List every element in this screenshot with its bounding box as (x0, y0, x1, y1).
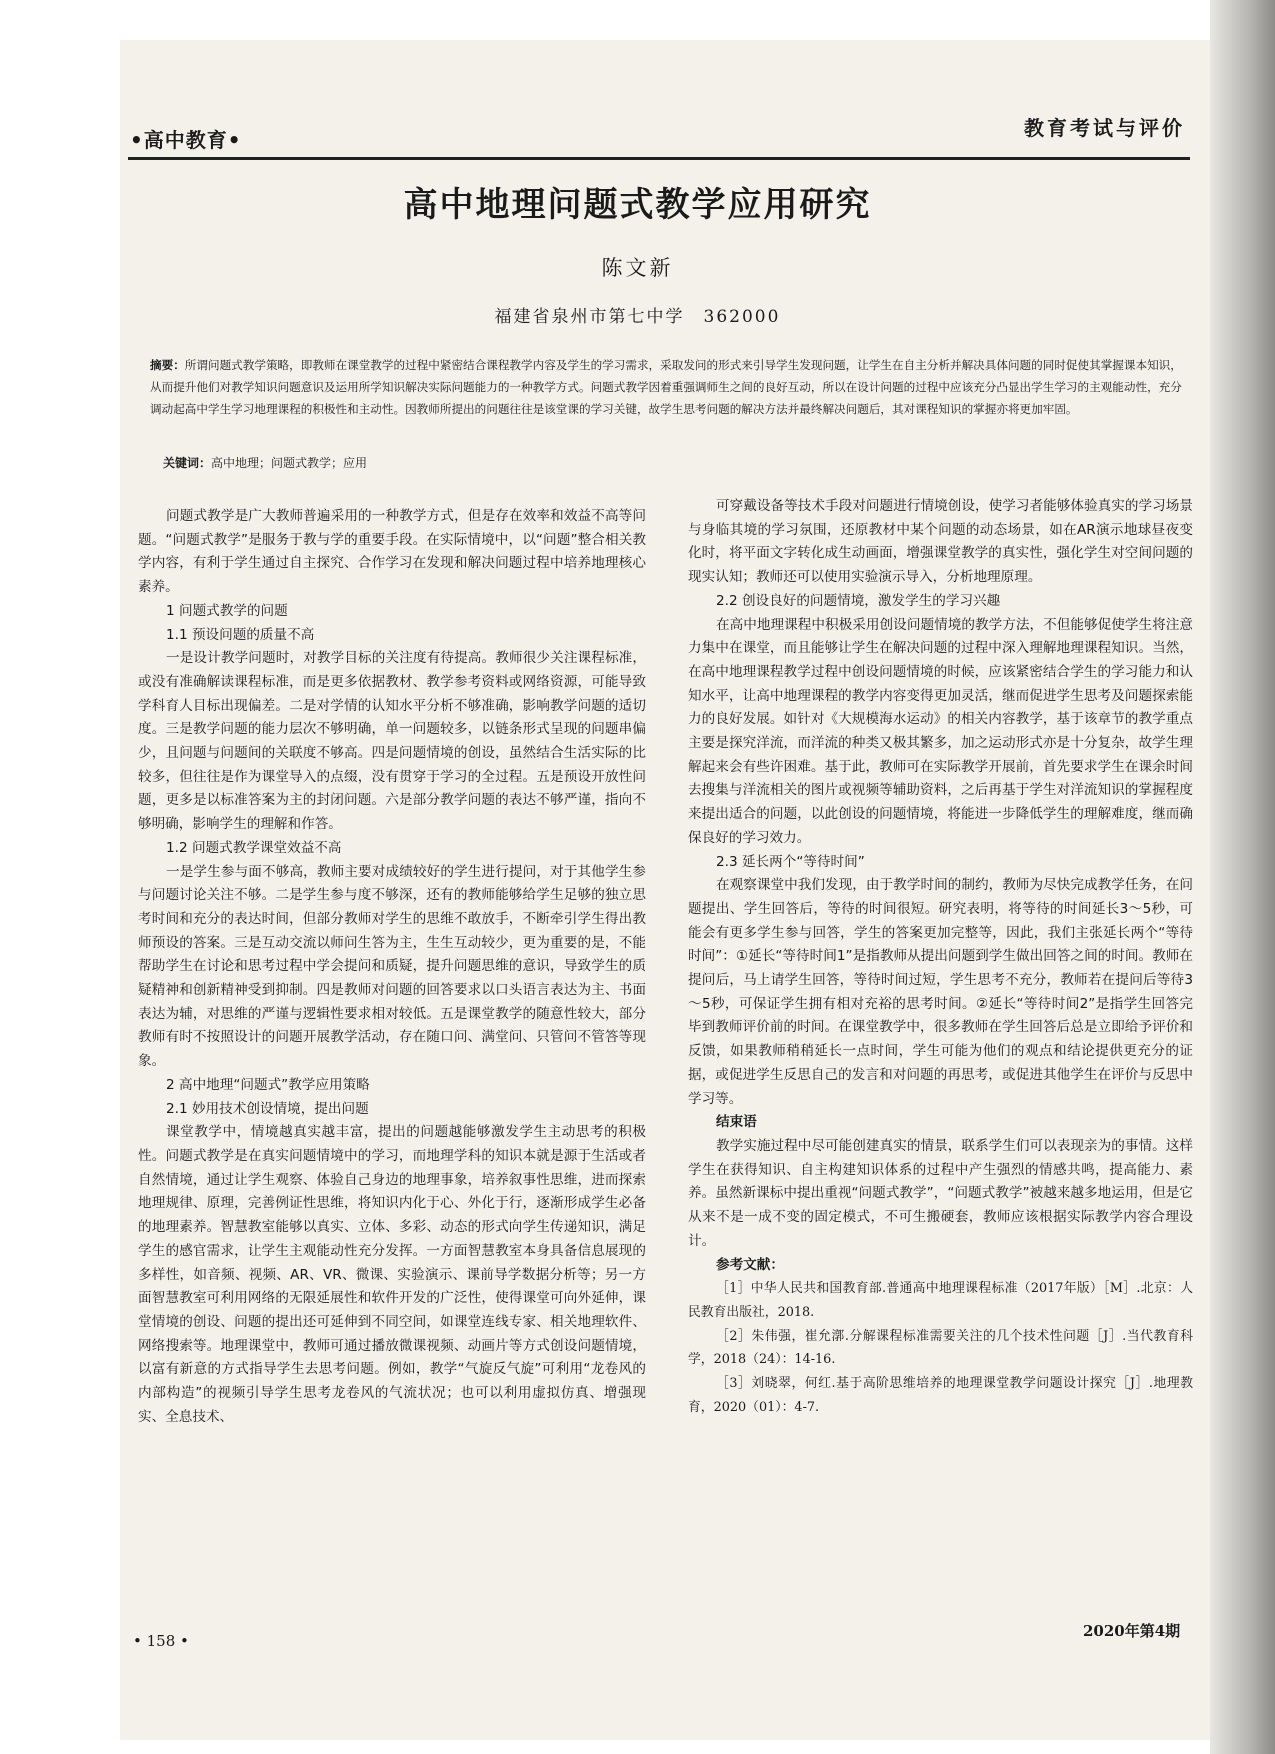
abstract-text: 所谓问题式教学策略，即教师在课堂教学的过程中紧密结合课程教学内容及学生的学习需求，采取发问的形式来引导学生发现问题，让学生在自主分析并解决具体问题的同时促使其掌握课本知识，从而提升他们对教学知识问题意识及运用所学知识解决实际问题能力的一种教学方式。问题式教学因着重强调师生之间的良好互动，所以在设计问题的过程中应该充分凸显出学生学习的主观能动性，充分调动起高中学生学习地理课程的积极性和主动性。因教师所提出的问题往往是该堂课的学习关键，故学生思考问题的解决方法并最终解决问题后，其对课程知识的掌握亦将更加牢固。 (150, 358, 1182, 416)
body-paragraph: 一是学生参与面不够高，教师主要对成绩较好的学生进行提问，对于其他学生参与问题讨论关注不够。二是学生参与度不够深，还有的教师能够给学生足够的独立思考时间和充分的表达时间，但部分教师对学生的思维不敢放手，不断牵引学生得出教师预设的答案。三是互动交流以师问生答为主，生生互动较少，更为重要的是，不能帮助学生在讨论和思考过程中学会提问和质疑，提升问题思维的意识，导致学生的质疑精神和创新精神受到抑制。四是教师对问题的回答要求以口头语言表达为主、书面表达为辅，对思维的严谨与逻辑性要求相对较低。五是课堂教学的随意性较大，部分教师有时不按照设计的问题开展教学活动，存在随口问、满堂问、只管问不管答等现象。 (138, 863, 646, 1070)
abstract-label: 摘要： (150, 358, 185, 372)
section-heading: 2.3 延长两个“等待时间” (716, 853, 865, 870)
section-heading: 结束语 (716, 1114, 757, 1131)
body-paragraph: 在观察课堂中我们发现，由于教学时间的制约，教师为尽快完成教学任务，在问题提出、学生回答后，等待的时间很短。研究表明，将等待的时间延长3～5秒，可能会有更多学生参与回答，学生的答案更加完整等，因此，我们主张延长两个“等待时间”：①延长“等待时间1”是指教师从提出问题到学生做出回答之间的时间。教师在提问后，马上请学生回答，等待时间过短，学生思考不充分，教师若在提问后等待3～5秒，可保证学生拥有相对充裕的思考时间。②延长“等待时间2”是指学生回答完毕到教师评价前的时间。在课堂教学中，很多教师在学生回答后总是立即给予评价和反馈，如果教师稍稍延长一点时间，学生可能为他们的观点和结论提供更充分的证据，或促进学生反思自己的发言和对问题的再思考，或促进其他学生在评价与反思中学习等。 (688, 877, 1193, 1107)
right-column (688, 495, 1193, 1419)
abstract (150, 354, 1190, 420)
body-paragraph: 教学实施过程中尽可能创建真实的情景，联系学生们可以表现亲为的事情。这样学生在获得知识、自主构建知识体系的过程中产生强烈的情感共鸣，提高能力、素养。虽然新课标中提出重视“问题式教学”，“问题式教学”被越来越多地运用，但是它从来不是一成不变的固定模式，不可生搬硬套，教师应该根据实际教学内容合理设计。 (688, 1137, 1193, 1249)
article-title: 高中地理问题式教学应用研究 (403, 185, 872, 225)
keywords-label: 关键词： (163, 456, 212, 470)
reference-item: ［1］中华人民共和国教育部.普通高中地理课程标准（2017年版）［M］.北京：人民教育出版社，2018. (688, 1281, 1193, 1320)
body-paragraph: 问题式教学是广大教师普遍采用的一种教学方式，但是存在效率和效益不高等问题。“问题式教学”是服务于教与学的重要手段。在实际情境中，以“问题”整合相关教学内容，有利于学生通过自主探究、合作学习在发现和解决问题过程中培养地理核心素养。 (138, 508, 646, 596)
body-paragraph: 在高中地理课程中积极采用创设问题情境的教学方法，不但能够促使学生将注意力集中在课堂，而且能够让学生在解决问题的过程中深入理解地理课程知识。当然，在高中地理课程教学过程中创设问题情境的时候，应该紧密结合学生的学习能力和认知水平，让高中地理课程的教学内容变得更加灵活，继而促进学生思考及问题探索能力的良好发展。如针对《大规模海水运动》的相关内容教学，基于该章节的教学重点主要是探究洋流，而洋流的种类又极其繁多，加之运动形式亦是十分复杂，故学生理解起来会有些许困难。基于此，教师可在实际教学开展前，首先要求学生在课余时间去搜集与洋流相关的图片或视频等辅助资料，之后再基于学生对洋流知识的掌握程度来提出适合的问题，以此创设的问题情境，将能进一步降低学生的理解难度，继而确保良好的学习效力。 (688, 616, 1193, 846)
section-heading: 2.1 妙用技术创设情境，提出问题 (166, 1100, 369, 1117)
reference-item: ［2］朱伟强，崔允漷.分解课程标准需要关注的几个技术性问题［J］.当代教育科学，2018（24）：14-16. (688, 1328, 1193, 1368)
article-author: 陈文新 (601, 256, 674, 280)
header-rule (128, 157, 1190, 160)
body-paragraph: 可穿戴设备等技术手段对问题进行情境创设，使学习者能够体验真实的学习场景与身临其境的学习氛围，还原教材中某个问题的动态场景，如在AR演示地球昼夜变化时，将平面文字转化成生动画面，增强课堂教学的真实性，强化学生对空间问题的现实认知；教师还可以使用实验演示导入，分析地理原理。 (688, 498, 1193, 586)
body-paragraph: 课堂教学中，情境越真实越丰富，提出的问题越能够激发学生主动思考的积极性。问题式教学是在真实问题情境中的学习，而地理学科的知识本就是源于生活或者自然情境，通过让学生观察、体验自己身边的地理事象，培养叙事性思维，进而探索地理规律、原理，完善例证性思维，将知识内化于心、外化于行，逐渐形成学生必备的地理素养。智慧教室能够以真实、立体、多彩、动态的形式向学生传递知识，满足学生的感官需求，让学生主观能动性充分发挥。一方面智慧教室本身具备信息展现的多样性，如音频、视频、AR、VR、微课、实验演示、课前导学数据分析等；另一方面智慧教室可利用网络的无限延展性和软件开发的广泛性，使得课堂可向外延伸，课堂情境的创设、问题的提出还可延伸到不同空间，如课堂连线专家、相关地理软件、网络搜索等。地理课堂中，教师可通过播放微课视频、动画片等方式创设问题情境，以富有新意的方式指导学生去思考问题。例如，教学“气旋反气旋”可利用“龙卷风的内部构造”的视频引导学生思考龙卷风的气流状况；也可以利用虚拟仿真、增强现实、全息技术、 (138, 1124, 646, 1425)
section-heading: 1.2 问题式教学课堂效益不高 (166, 839, 342, 856)
journal-name: 教育考试与评价 (1024, 116, 1185, 140)
section-heading: 1.1 预设问题的质量不高 (166, 626, 315, 643)
article-affiliation: 福建省泉州市第七中学 362000 (494, 307, 781, 327)
page-number: • 158 • (133, 1632, 189, 1650)
section-tag: •高中教育• (130, 128, 242, 152)
keywords-text: 高中地理；问题式教学；应用 (211, 456, 368, 470)
keywords (163, 454, 367, 471)
section-heading: 参考文献： (716, 1256, 784, 1273)
left-column (138, 505, 646, 1429)
body-paragraph: 一是设计教学问题时，对教学目标的关注度有待提高。教师很少关注课程标准，或没有准确解读课程标准，而是更多依据教材、教学参考资料或网络资源，可能导致学科育人目标出现偏差。二是对学情的认知水平分析不够准确，影响教学问题的适切度。三是教学问题的能力层次不够明确，单一问题较多，以链条形式呈现的问题串偏少，且问题与问题间的关联度不够高。四是问题情境的创设，虽然结合生活实际的比较多，但往往是作为课堂导入的点缀，没有贯穿于学习的全过程。五是预设开放性问题，更多是以标准答案为主的封闭问题。六是部分教学问题的表达不够严谨，指向不够明确，影响学生的理解和作答。 (138, 650, 646, 833)
issue-label: 2020年第4期 (1083, 1622, 1181, 1640)
reference-item: ［3］刘晓翠，何红.基于高阶思维培养的地理课堂教学问题设计探究［J］.地理教育，2020（01）：4-7. (688, 1376, 1193, 1415)
section-heading: 2.2 创设良好的问题情境，激发学生的学习兴趣 (716, 592, 1001, 609)
section-heading: 2 高中地理“问题式”教学应用策略 (166, 1076, 370, 1093)
section-heading: 1 问题式教学的问题 (166, 602, 288, 619)
